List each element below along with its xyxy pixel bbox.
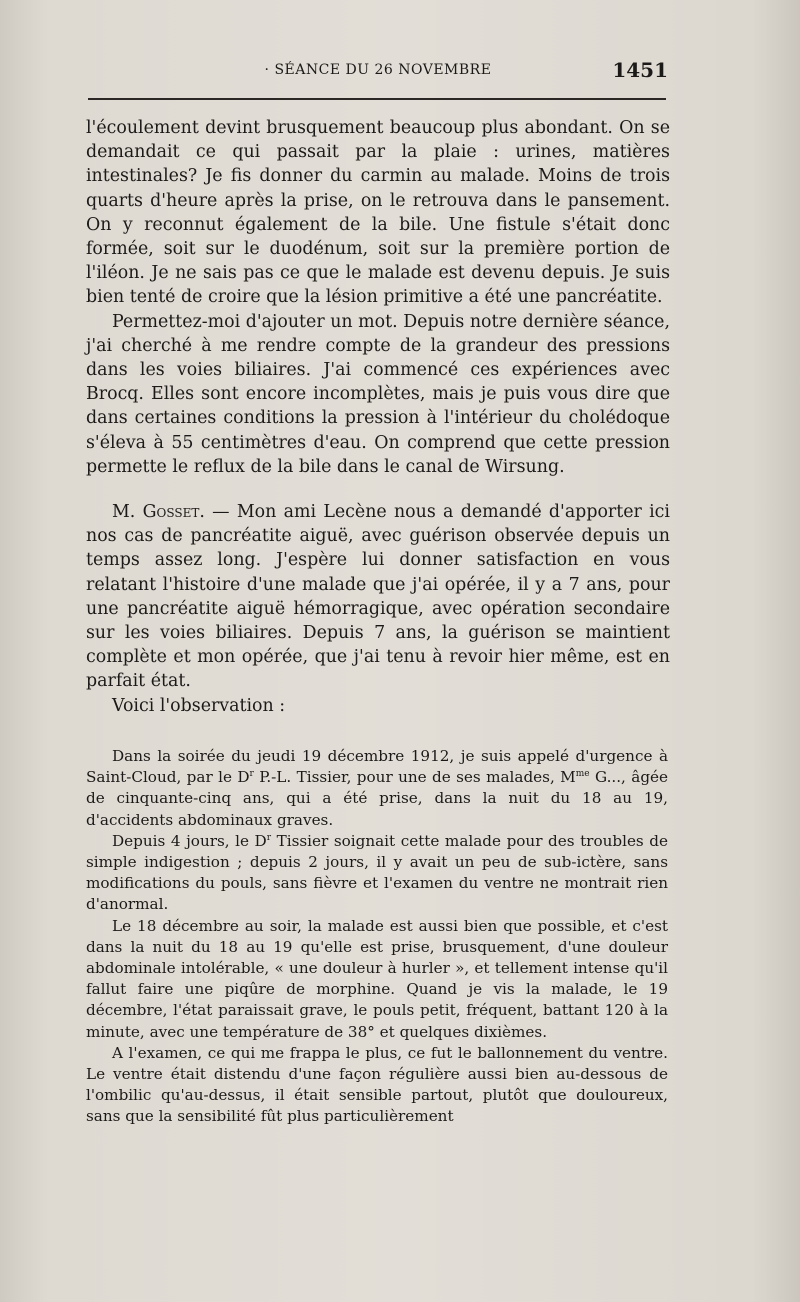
- paragraph: Dans la soirée du jeudi 19 décembre 1912, je suis appelé d'urgence à Saint-Cloud, par le $D^r$ P.-L. Tissier, pour une de ses malades, $M^{me}$ G..., âgée de cinquante-cinq ans, qui a été prise, dans la nuit du 18 au 19, d'accidents abdominaux graves.: [86, 747, 669, 829]
- paragraph: Permettez-moi d'ajouter un mot. Depuis notre dernière séance, j'ai cherché à me rendre compte de la grandeur des pressions dans les voies biliaires. J'ai commencé ces expériences avec Brocq. Elles sont encore incomplètes, mais je puis vous dire que dans certaines conditions la pression à l'intérieur du cholédoque s'éleva à 55 centimètres d'eau. On comprend que cette pression permette le reflux de la bile dans le canal de Wirsung.: [86, 311, 670, 477]
- discussion-text: [86, 116, 670, 479]
- speaker-name: Gosset: [142, 502, 200, 522]
- speaker-dash: . —: [199, 502, 237, 522]
- speaker-prefix: M.: [112, 502, 143, 522]
- page-number: 1451: [612, 58, 668, 82]
- paragraph: A l'examen, ce qui me frappa le plus, ce fut le ballonnement du ventre. Le ventre était distendu d'une façon régulière aussi bien au-dessous de l'ombilic qu'au-dessus, il était sensible partout, plutôt que douloureux, sans que la sensibilité fût plus particulièrement: [86, 1043, 668, 1126]
- paragraph: Voici l'observation :: [112, 695, 286, 716]
- paragraph: Depuis 4 jours, le $D^r$ Tissier soignait cette malade pour des troubles de simple indigestion ; depuis 2 jours, il y avait un peu de sub-ictère, sans modifications du pouls, sans fièvre et l'examen du ventre ne montrait rien d'anormal.: [86, 831, 668, 914]
- running-title: · SÉANCE DU 26 NOVEMBRE: [264, 62, 492, 78]
- paragraph: Le 18 décembre au soir, la malade est aussi bien que possible, et c'est dans la nuit du 18 au 19 qu'elle est prise, brusquement, d'une douleur abdominale intolérable, « une douleur à hurler », et tellement intense qu'il fallut faire une piqûre de morphine. Quand je vis la malade, le 19 décembre, l'état paraissait grave, le pouls petit, fréquent, battant 120 à la minute, avec une température de 38° et quelques dixièmes.: [86, 916, 668, 1041]
- paragraph-text: Mon ami Lecène nous a demandé d'apporter ici nos cas de pancréatite aiguë, avec guérison observée depuis un temps assez long. J'espère lui donner satisfaction en vous relatant l'histoire d'une malade que j'ai opérée, il y a 7 ans, pour une pancréatite aiguë hémorragique, avec opération secondaire sur les voies biliaires. Depuis 7 ans, la guérison se maintient complète et mon opérée, que j'ai tenu à revoir hier même, est en parfait état.: [86, 502, 670, 692]
- running-header: [88, 58, 668, 88]
- observation-text: [86, 746, 668, 1128]
- header-rule: [88, 98, 666, 100]
- gosset-intervention: [86, 500, 670, 718]
- paragraph: l'écoulement devint brusquement beaucoup plus abondant. On se demandait ce qui passait par la plaie : urines, matières intestinales? Je fis donner du carmin au malade. Moins de trois quarts d'heure après la prise, on le retrouva dans le pansement. On y reconnut également de la bile. Une fistule s'était donc formée, soit sur le duodénum, soit sur la première portion de l'iléon. Je ne sais pas ce que le malade est devenu depuis. Je suis bien tenté de croire que la lésion primitive a été une pancréatite.: [86, 118, 670, 308]
- paragraph: [86, 500, 670, 694]
